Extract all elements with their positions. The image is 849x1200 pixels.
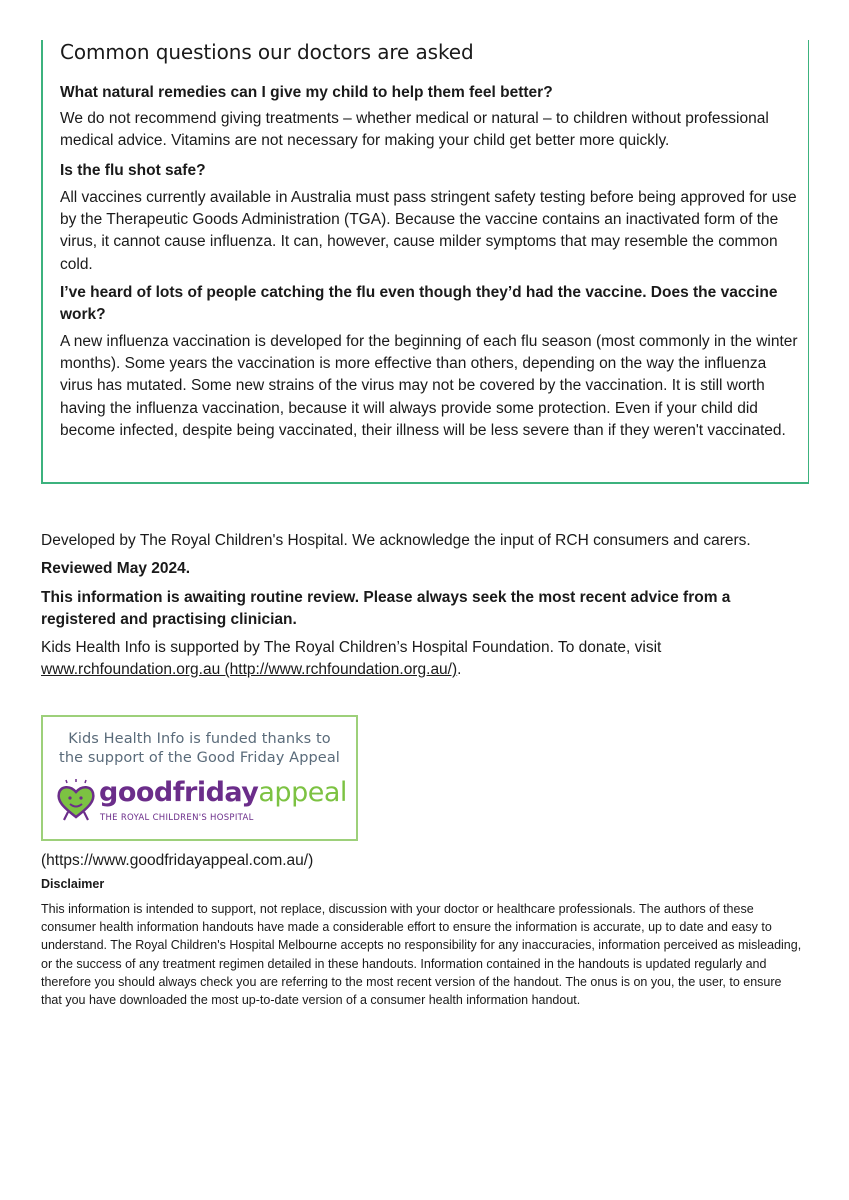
support-text: Kids Health Info is supported by The Royal Children’s Hospital Foundation. To donate, visit — [41, 639, 662, 656]
reviewed-date: Reviewed May 2024. — [41, 560, 191, 577]
faq-answer-2: All vaccines currently available in Australia must pass stringent safety testing before being approved for use by the Therapeutic Goods Administration (TGA). Because the vaccine contains an inactivated form of the virus, it cannot cause influenza. It can, however, cause milder symptoms that may resemble the common cold. — [60, 189, 797, 273]
banner-line-1: Kids Health Info is funded thanks to — [68, 731, 331, 747]
faq-question-1: What natural remedies can I give my child to help them feel better? — [60, 84, 553, 101]
developed-by-text: Developed by The Royal Children's Hospital. We acknowledge the input of RCH consumers and carers. — [41, 532, 751, 549]
faq-answer-1: We do not recommend giving treatments – whether medical or natural – to children without professional medical advice. Vitamins are not necessary for making your child get better more quickly. — [60, 110, 769, 150]
faq-question-3: I’ve heard of lots of people catching the flu even though they’d had the vaccine. Does the vaccine work? — [60, 284, 778, 323]
good-friday-wordmark — [99, 777, 347, 808]
rch-foundation-link[interactable]: www.rchfoundation.org.au (http://www.rchfoundation.org.au/) — [41, 661, 458, 678]
support-end: . — [457, 661, 462, 678]
banner-line-2: the support of the Good Friday Appeal — [59, 750, 340, 766]
awaiting-review-notice: This information is awaiting routine review. Please always seek the most recent advice from a registered and practising clinician. — [41, 589, 731, 628]
faq-question-2: Is the flu shot safe? — [60, 162, 206, 179]
support-paragraph — [41, 637, 741, 681]
wordmark-goodfriday: goodfriday — [99, 777, 259, 808]
heart-logo-icon — [55, 779, 97, 823]
faq-answer-3: A new influenza vaccination is developed for the beginning of each flu season (most commonly in the winter months). Some years the vaccination is more effective than others, depending on the way the influenza virus has mutated. Some new strains of the virus may not be covered by the vaccination. It is still worth having the influenza vaccination, because it will always provide some protection. Even if your child did become infected, despite being vaccinated, their illness will be less severe than if they weren't vaccinated. — [60, 333, 798, 439]
good-friday-url[interactable]: (https://www.goodfridayappeal.com.au/) — [41, 852, 314, 869]
good-friday-banner[interactable] — [41, 715, 358, 841]
faq-section — [41, 40, 809, 484]
disclaimer-body: This information is intended to support, not replace, discussion with your doctor or healthcare professionals. The authors of these consumer health information handouts have made a considerable effort to ensure the information is accurate, up to date and easy to understand. The Royal Children's Hospital Melbourne accepts no responsibility for any inaccuracies, information perceived as misleading, or the success of any treatment regimen detailed in these handouts. Information contained in the handouts is updated regularly and therefore you should always check you are referring to the most recent version of the handout. The onus is on you, the user, to ensure that you have downloaded the most up-to-date version of a consumer health information handout. — [41, 902, 802, 1008]
wordmark-appeal: appeal — [258, 777, 347, 808]
disclaimer-title: Disclaimer — [41, 877, 105, 891]
faq-heading: Common questions our doctors are asked — [60, 40, 474, 64]
wordmark-subtitle: THE ROYAL CHILDREN'S HOSPITAL — [100, 813, 254, 823]
